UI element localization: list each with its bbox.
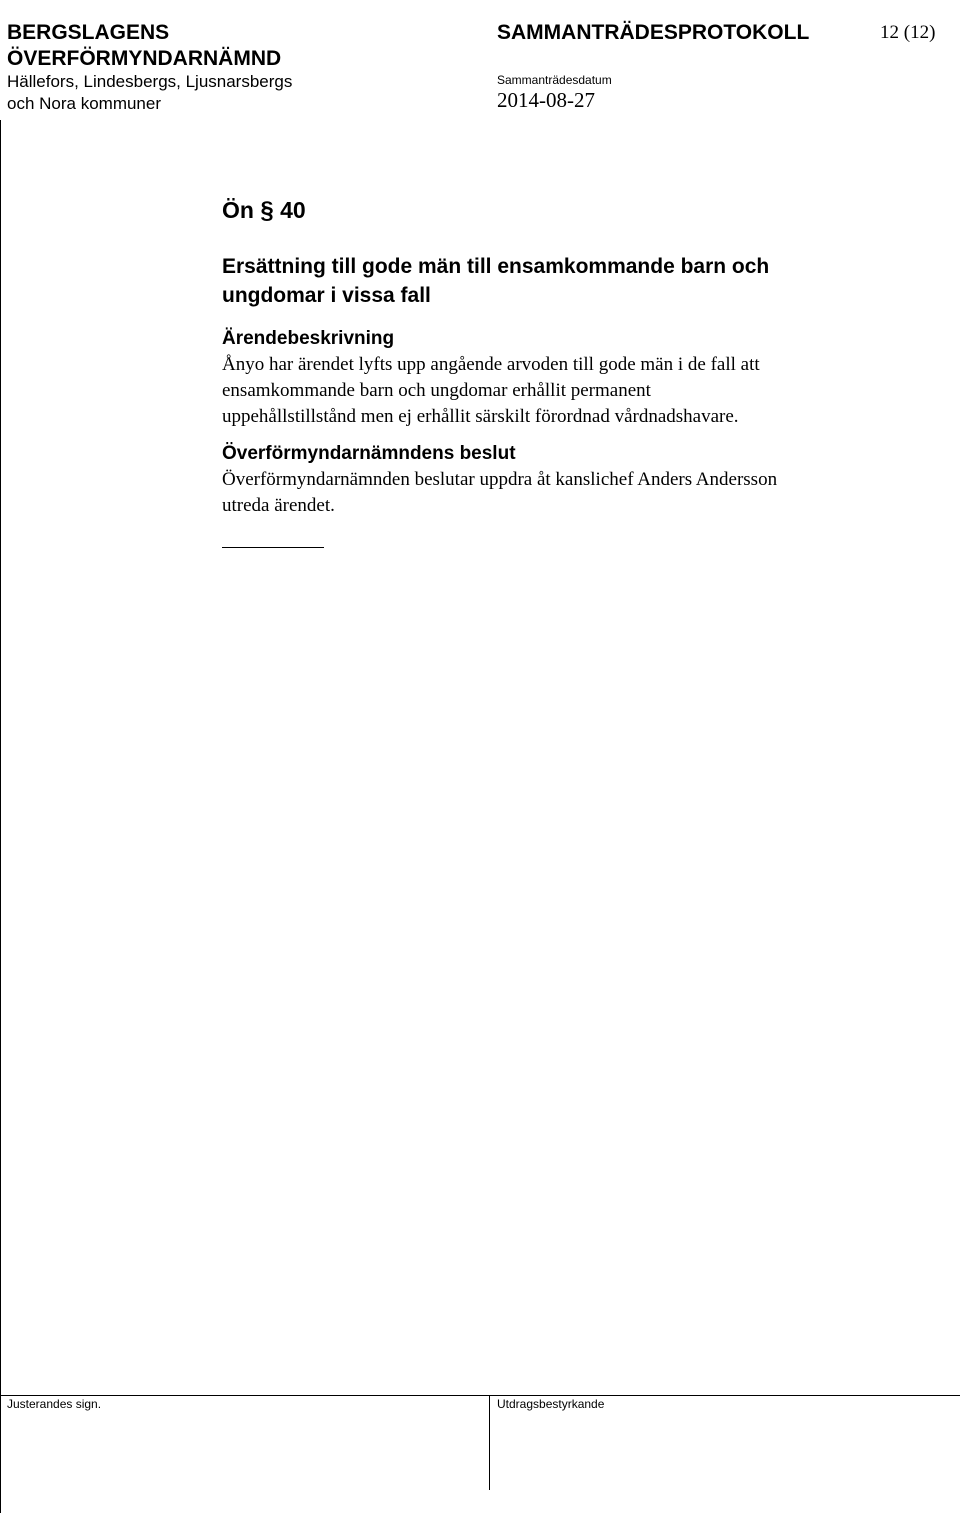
decision-text: [222, 467, 922, 519]
organization-name-line1: BERGSLAGENS: [7, 21, 170, 44]
organization-name: [7, 20, 281, 72]
certification-label: Utdragsbestyrkande: [497, 1397, 605, 1411]
paragraph-sign: §: [260, 197, 274, 224]
decision-heading: Överförmyndarnämndens beslut: [222, 443, 516, 464]
section-end-rule: [222, 547, 324, 548]
protocol-section: [222, 195, 922, 548]
meeting-date-label: Sammanträdesdatum: [497, 73, 612, 87]
description-line2: ensamkommande barn och ungdomar erhållit permanent: [222, 380, 651, 401]
section-id-number: 40: [280, 197, 306, 223]
signature-label: Justerandes sign.: [7, 1397, 102, 1411]
section-number: [222, 195, 922, 226]
left-margin-rule: [0, 120, 1, 1513]
section-title-line1: Ersättning till gode män till ensamkommande barn och: [222, 255, 770, 278]
organization-municipalities-line2: och Nora kommuner: [7, 94, 162, 113]
decision-line2: utreda ärendet.: [222, 495, 335, 516]
decision-line1: Överförmyndarnämnden beslutar uppdra åt kanslichef Anders Andersson: [222, 469, 778, 490]
section-title-line2: ungdomar i vissa fall: [222, 284, 431, 307]
footer-divider: [489, 1395, 490, 1490]
description-line1: Ånyo har ärendet lyfts upp angående arvoden till gode män i de fall att: [222, 354, 760, 375]
organization-municipalities: [7, 72, 292, 114]
document-title: SAMMANTRÄDESPROTOKOLL: [497, 21, 810, 44]
section-title: [222, 252, 922, 310]
meeting-date-value: 2014-08-27: [497, 88, 595, 112]
footer-rule: [0, 1395, 960, 1396]
page-number: 12 (12): [880, 22, 936, 43]
description-text: [222, 352, 922, 430]
organization-municipalities-line1: Hällefors, Lindesbergs, Ljusnarsbergs: [7, 72, 293, 91]
organization-name-line2: ÖVERFÖRMYNDARNÄMND: [7, 47, 282, 70]
section-prefix: Ön: [222, 197, 254, 223]
description-heading: Ärendebeskrivning: [222, 328, 395, 349]
description-line3: uppehållstillstånd men ej erhållit särskilt förordnad vårdnadshavare.: [222, 406, 739, 427]
